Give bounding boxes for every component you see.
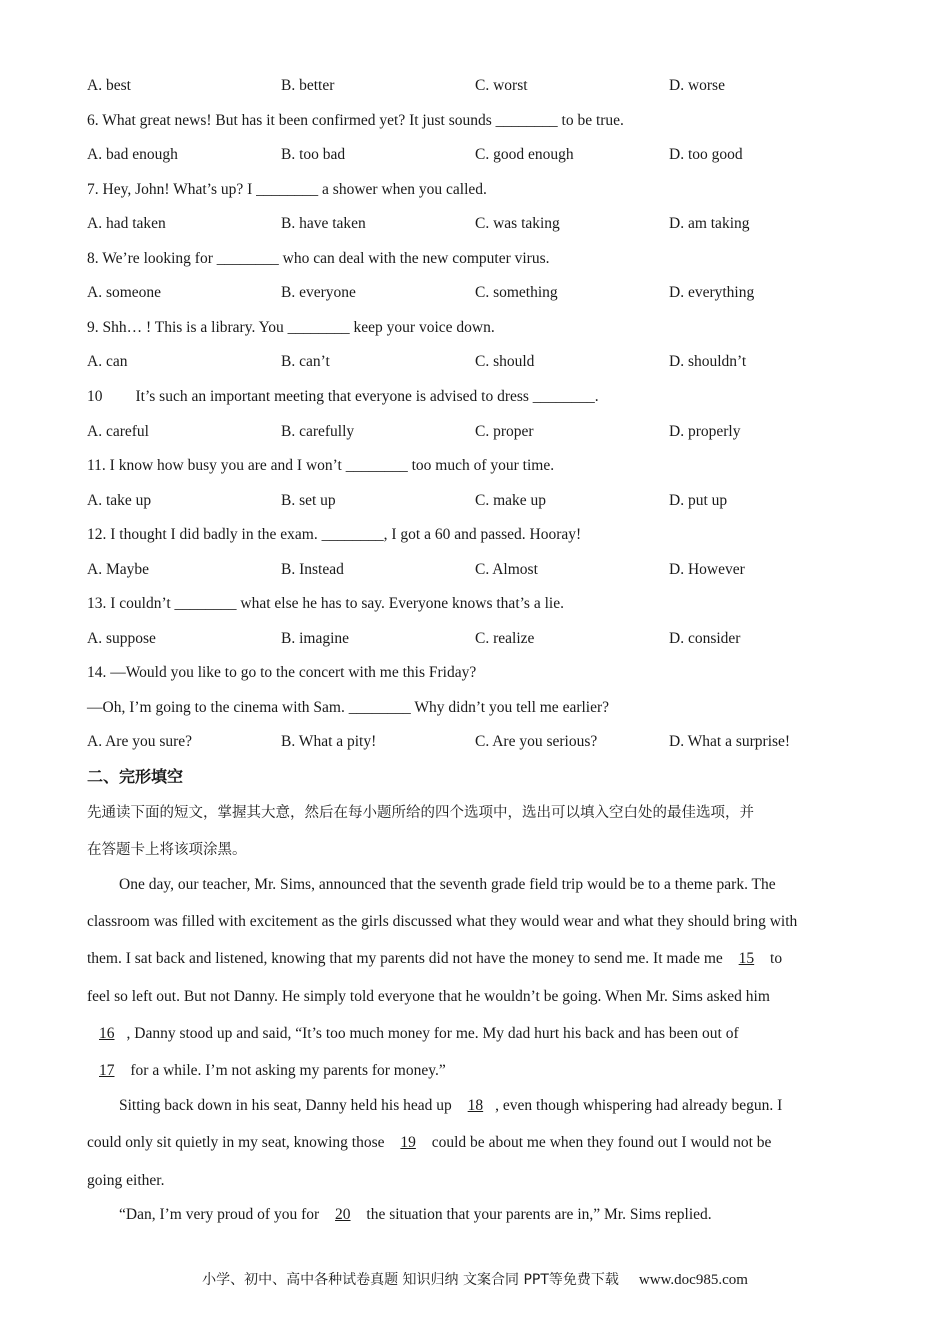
q11-stem: 11. I know how busy you are and I won’t ________ too much of your time.: [87, 457, 555, 474]
option-c: C. worst: [475, 77, 528, 94]
option-b: B. carefully: [281, 423, 355, 440]
q14-stem-1: 14. —Would you like to go to the concert with me this Friday?: [87, 664, 477, 681]
option-b: B. have taken: [281, 215, 366, 232]
option-c: C. proper: [475, 423, 534, 440]
option-d: D. What a surprise!: [669, 733, 791, 750]
blank-17: 17: [99, 1062, 115, 1079]
q7-options: [87, 214, 887, 234]
option-b: B. too bad: [281, 146, 346, 163]
option-a: A. best: [87, 77, 131, 94]
option-b: B. can’t: [281, 353, 330, 370]
option-a: A. can: [87, 353, 128, 370]
q14-stem-2: —Oh, I’m going to the cinema with Sam. ________ Why didn’t you tell me earlier?: [87, 699, 610, 716]
blank-19: 19: [400, 1134, 416, 1151]
option-a: A. someone: [87, 284, 162, 301]
option-d: D. worse: [669, 77, 725, 94]
q10-line: [87, 387, 599, 407]
q12-options: [87, 560, 887, 580]
q5-options: [87, 76, 887, 96]
q12-stem: 12. I thought I did badly in the exam. ________, I got a 60 and passed. Hooray!: [87, 526, 582, 543]
option-b: B. set up: [281, 492, 336, 509]
passage-line: 17 for a while. I’m not asking my parents for money.”: [87, 1061, 446, 1081]
q8-options: [87, 283, 887, 303]
passage-line: 16 , Danny stood up and said, “It’s too much money for me. My dad hurt his back and has been out of: [87, 1024, 739, 1044]
option-b: B. better: [281, 77, 335, 94]
instruction-line-1: 先通读下面的短文，掌握其大意，然后在每小题所给的四个选项中，选出可以填入空白处的最佳选项，并: [87, 805, 754, 821]
q11-options: [87, 491, 887, 511]
q13-stem: 13. I couldn’t ________ what else he has to say. Everyone knows that’s a lie.: [87, 595, 564, 612]
option-a: A. bad enough: [87, 146, 178, 163]
passage-line: “Dan, I’m very proud of you for 20 the situation that your parents are in,” Mr. Sims replied.: [119, 1206, 712, 1223]
q14-options: [87, 732, 887, 752]
option-a: A. careful: [87, 423, 149, 440]
page-footer: [0, 1270, 950, 1290]
option-b: B. What a pity!: [281, 733, 377, 750]
q6-options: [87, 145, 887, 165]
option-a: A. Are you sure?: [87, 733, 193, 750]
passage-line: going either.: [87, 1172, 165, 1189]
passage-line: feel so left out. But not Danny. He simply told everyone that he wouldn’t be going. When Mr. Sims asked him: [87, 988, 770, 1005]
blank-20: 20: [335, 1206, 351, 1223]
option-c: C. Are you serious?: [475, 733, 598, 750]
blank-18: 18: [467, 1097, 484, 1114]
option-b: B. Instead: [281, 561, 344, 578]
q10-options: [87, 422, 887, 442]
q6-stem: 6. What great news! But has it been confirmed yet? It just sounds ________ to be true.: [87, 112, 624, 129]
passage-line: could only sit quietly in my seat, knowing those 19 could be about me when they found out I would not be: [87, 1134, 772, 1151]
option-d: D. properly: [669, 423, 741, 440]
passage-line: Sitting back down in his seat, Danny held his head up 18 , even though whispering had already begun. I: [119, 1097, 783, 1114]
option-a: A. Maybe: [87, 561, 149, 578]
option-b: B. imagine: [281, 630, 350, 647]
option-d: D. consider: [669, 630, 741, 647]
blank-15: 15: [738, 950, 755, 967]
q9-options: [87, 352, 887, 372]
option-d: D. put up: [669, 492, 728, 509]
option-c: C. realize: [475, 630, 535, 647]
option-c: C. good enough: [475, 146, 574, 163]
q10-stem: It’s such an important meeting that everyone is advised to dress ________.: [135, 388, 599, 405]
passage-line: classroom was filled with excitement as the girls discussed what they would wear and what they should bring with: [87, 913, 798, 930]
option-c: C. was taking: [475, 215, 560, 232]
option-d: D. However: [669, 561, 745, 578]
passage-line: them. I sat back and listened, knowing that my parents did not have the money to send me. It made me 15 to: [87, 950, 783, 967]
footer-site-link[interactable]: www.doc985.com: [638, 1272, 748, 1288]
q7-stem: 7. Hey, John! What’s up? I ________ a shower when you called.: [87, 181, 487, 198]
blank-16: 16: [99, 1025, 115, 1042]
q9-stem: 9. Shh… ! This is a library. You ________ keep your voice down.: [87, 319, 495, 336]
option-b: B. everyone: [281, 284, 356, 301]
option-a: A. had taken: [87, 215, 166, 232]
option-a: A. take up: [87, 492, 152, 509]
q8-stem: 8. We’re looking for ________ who can deal with the new computer virus.: [87, 250, 550, 267]
option-a: A. suppose: [87, 630, 156, 647]
instruction-line-2: 在答题卡上将该项涂黑。: [87, 842, 247, 858]
section-title: 二、完形填空: [87, 767, 184, 786]
option-d: D. am taking: [669, 215, 750, 232]
q10-number: 10: [87, 388, 103, 405]
option-c: C. should: [475, 353, 535, 370]
option-d: D. too good: [669, 146, 743, 163]
option-c: C. make up: [475, 492, 547, 509]
option-d: D. shouldn’t: [669, 353, 747, 370]
passage-line: One day, our teacher, Mr. Sims, announced that the seventh grade field trip would be to a theme park. The: [119, 876, 776, 893]
option-d: D. everything: [669, 284, 755, 301]
footer-text: 小学、初中、高中各种试卷真题 知识归纳 文案合同 PPT等免费下载: [202, 1272, 619, 1288]
q13-options: [87, 629, 887, 649]
option-c: C. something: [475, 284, 558, 301]
option-c: C. Almost: [475, 561, 538, 578]
